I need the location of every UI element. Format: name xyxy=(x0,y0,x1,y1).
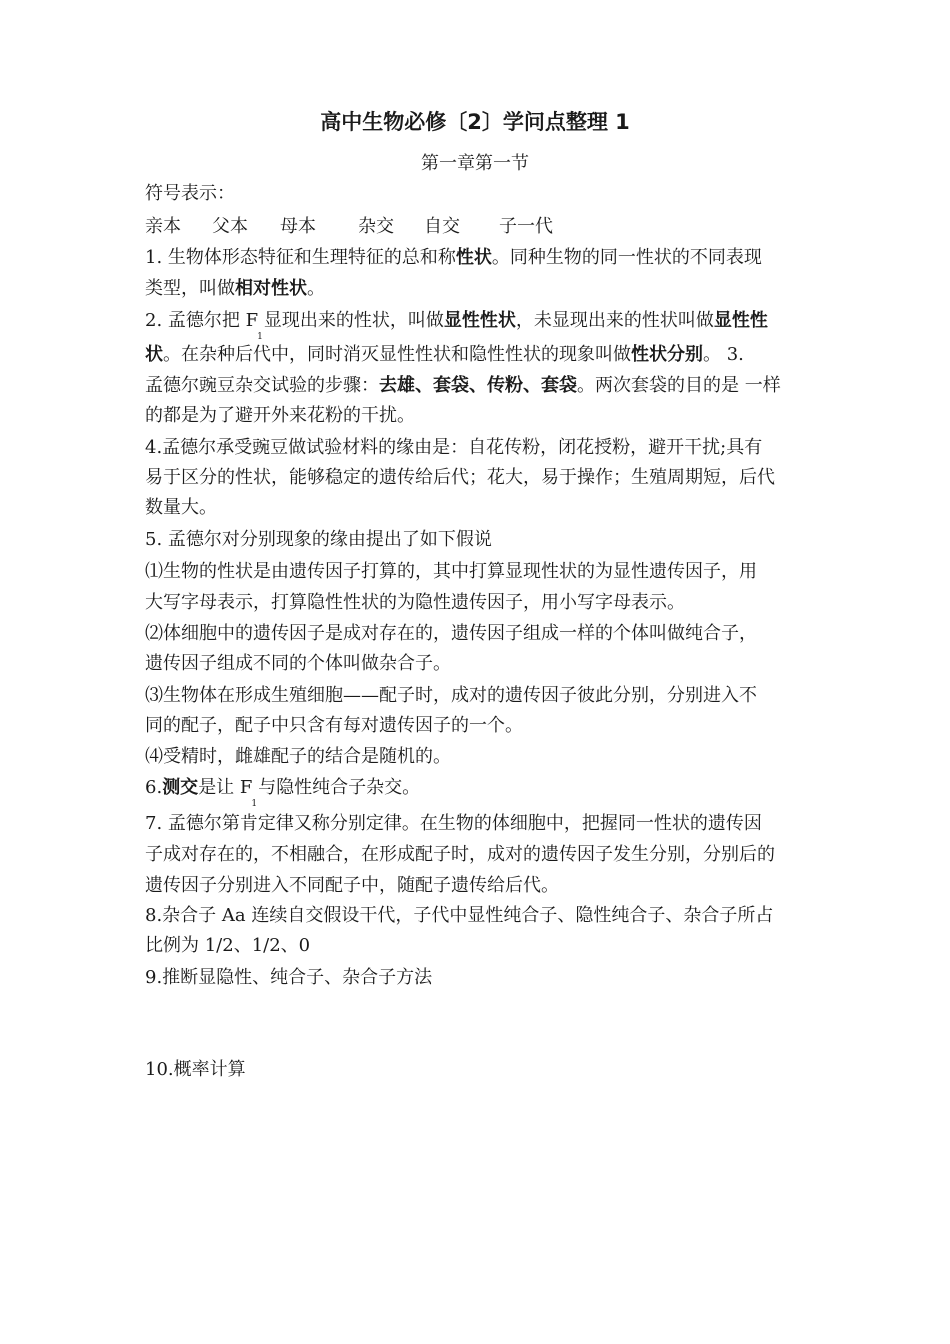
item-1-line-1: 1. 生物体形态特征和生理特征的总和称性状。同种生物的同一性状的不同表现 xyxy=(145,247,762,268)
term-steps: 去雄、套袋、传粉、套袋 xyxy=(379,375,577,396)
item-5-4: ⑷受精时，雌雄配子的结合是随机的。 xyxy=(145,746,451,767)
item-9: 9.推断显隐性、纯合子、杂合子方法 xyxy=(145,967,433,988)
item-5-intro: 5. 孟德尔对分别现象的缘由提出了如下假说 xyxy=(145,529,492,550)
symbols-label: 符号表示： xyxy=(145,183,235,204)
item-5-2-line-2: 遗传因子组成不同的个体叫做杂合子。 xyxy=(145,653,451,674)
item-5-1-line-1: ⑴生物的性状是由遗传因子打算的，其中打算显现性状的为显性遗传因子，用 xyxy=(145,561,757,582)
item-2-line-1: 2. 孟德尔把 $F_1$显现出来的性状，叫做显性性状，未显现出来的性状叫做显性性 xyxy=(145,310,768,342)
symbol-self-cross: 自交 xyxy=(424,216,460,237)
item-3-line-2: 的都是为了避开外来花粉的干扰。 xyxy=(145,405,415,426)
term-segregation: 性状分别 xyxy=(631,344,703,365)
item-5-3-line-1: ⑶生物体在形成生殖细胞——配子时，成对的遗传因子彼此分别，分别进入不 xyxy=(145,685,757,706)
item-3-line-1: 孟德尔豌豆杂交试验的步骤：去雄、套袋、传粉、套袋。两次套袋的目的是 一样 xyxy=(145,375,781,396)
item-1-line-2: 类型，叫做相对性状。 xyxy=(145,278,325,299)
symbol-cross: 杂交 xyxy=(358,216,394,237)
term-testcross: 测交 xyxy=(162,777,199,798)
item-5-3-line-2: 同的配子，配子中只含有每对遗传因子的一个。 xyxy=(145,715,523,736)
item-4-line-3: 数量大。 xyxy=(145,497,217,518)
item-8-line-1: 8.杂合子 Aa 连续自交假设干代，子代中显性纯合子、隐性纯合子、杂合子所占 xyxy=(145,905,774,926)
page-title: 高中生物必修〔2〕学问点整理 1 xyxy=(320,110,630,134)
item-7-line-3: 遗传因子分别进入不同配子中，随配子遗传给后代。 xyxy=(145,875,559,896)
term-relative-trait: 相对性状 xyxy=(235,278,307,299)
symbol-mother: 母本 xyxy=(280,216,316,237)
symbol-parent: 亲本 xyxy=(145,216,181,237)
item-6: 6.测交是让 $F_1$与隐性纯合子杂交。 xyxy=(145,777,421,809)
item-8-line-2: 比例为 1/2、1/2、0 xyxy=(145,935,311,956)
item-2-line-2: 状。在杂种后代中，同时消灭显性性状和隐性性状的现象叫做性状分别。 3. xyxy=(145,344,744,365)
item-4-line-2: 易于区分的性状，能够稳定的遗传给后代；花大，易于操作；生殖周期短，后代 xyxy=(145,467,775,488)
item-7-line-1: 7. 孟德尔第肯定律又称分别定律。在生物的体细胞中，把握同一性状的遗传因 xyxy=(145,813,762,834)
symbol-f1: 子一代 xyxy=(499,216,553,237)
item-4-line-1: 4.孟德尔承受豌豆做试验材料的缘由是：自花传粉，闭花授粉，避开干扰;具有 xyxy=(145,437,763,458)
item-7-line-2: 子成对存在的，不相融合，在形成配子时，成对的遗传因子发生分别，分别后的 xyxy=(145,844,775,865)
term-trait: 性状 xyxy=(455,247,492,268)
item-5-2-line-1: ⑵体细胞中的遗传因子是成对存在的，遗传因子组成一样的个体叫做纯合子， xyxy=(145,623,757,644)
term-dominant-trait: 显性性状 xyxy=(443,310,516,331)
item-5-1-line-2: 大写字母表示，打算隐性性状的为隐性遗传因子，用小写字母表示。 xyxy=(145,592,685,613)
chapter-heading: 第一章第一节 xyxy=(421,153,529,174)
item-10: 10.概率计算 xyxy=(145,1059,246,1080)
symbol-father: 父本 xyxy=(212,216,248,237)
